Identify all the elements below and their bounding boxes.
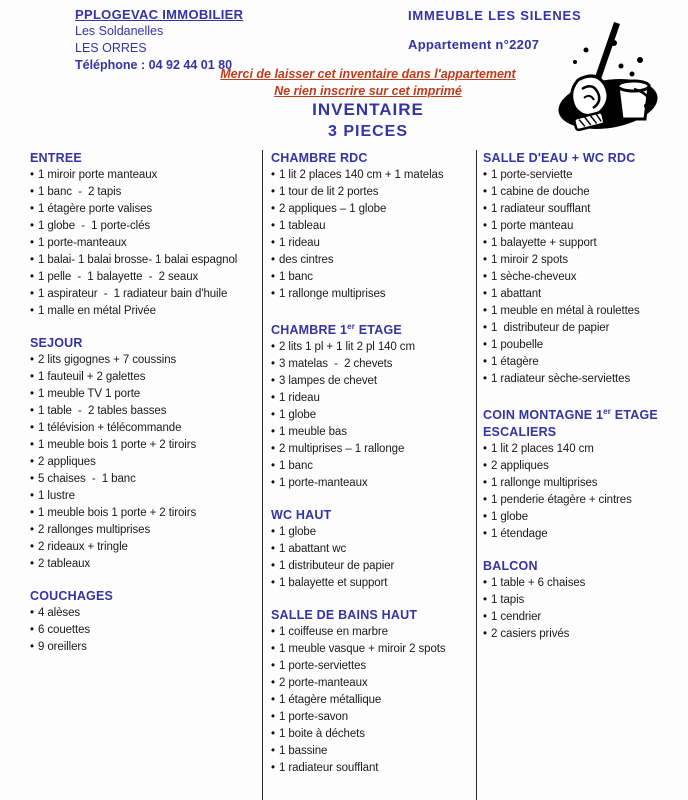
bullet-icon: • bbox=[271, 543, 275, 556]
inventory-item bbox=[30, 605, 256, 622]
bullet-icon: • bbox=[483, 288, 487, 300]
inventory-item bbox=[30, 522, 256, 539]
section-title: CHAMBRE 1er ETAGE bbox=[271, 322, 402, 338]
notice-line-2: Ne rien inscrire sur cet imprimé bbox=[274, 84, 462, 98]
inventory-section bbox=[483, 403, 688, 543]
item-text: 1 miroir porte manteaux bbox=[38, 169, 158, 181]
inventory-item bbox=[271, 641, 476, 658]
bullet-icon: • bbox=[271, 409, 275, 422]
inventory-item bbox=[483, 509, 688, 526]
bullet-icon: • bbox=[30, 456, 34, 468]
inventory-columns bbox=[30, 150, 688, 800]
inventory-item bbox=[271, 269, 476, 286]
item-text: 1 fauteuil + 2 galettes bbox=[38, 371, 146, 383]
column-chambres-wc-sdb bbox=[262, 150, 476, 800]
building-name: IMMEUBLE LES SILENES bbox=[408, 8, 582, 23]
section-title: COIN MONTAGNE 1er ETAGE ESCALIERS bbox=[483, 407, 658, 440]
bullet-icon: • bbox=[271, 526, 275, 539]
inventory-item bbox=[271, 441, 476, 458]
bullet-icon: • bbox=[483, 577, 487, 590]
inventory-item bbox=[271, 286, 476, 303]
item-text: 1 penderie étagère + cintres bbox=[491, 494, 632, 507]
bullet-icon: • bbox=[271, 169, 275, 181]
item-text: 1 lit 2 places 140 cm bbox=[491, 443, 594, 456]
bullet-icon: • bbox=[30, 271, 34, 283]
item-text: 1 rideau bbox=[279, 392, 320, 405]
inventory-item bbox=[271, 424, 476, 441]
agency-city: LES ORRES bbox=[75, 41, 147, 55]
bullet-icon: • bbox=[271, 375, 275, 388]
item-text: 3 matelas - 2 chevets bbox=[279, 358, 393, 371]
inventory-item bbox=[483, 337, 688, 354]
item-text: 1 tapis bbox=[491, 594, 525, 607]
inventory-section bbox=[483, 150, 688, 388]
inventory-item bbox=[30, 437, 256, 454]
inventory-item bbox=[483, 592, 688, 609]
bullet-icon: • bbox=[30, 507, 34, 519]
item-text: 3 lampes de chevet bbox=[279, 375, 377, 388]
item-text: 2 rallonges multiprises bbox=[38, 524, 151, 536]
column-salle-eau-coin-montagne-balcon bbox=[476, 150, 688, 800]
item-text: 1 balai- 1 balai brosse- 1 balai espagnol bbox=[38, 254, 238, 266]
bullet-icon: • bbox=[483, 611, 487, 624]
bullet-icon: • bbox=[30, 607, 34, 619]
inventory-item bbox=[271, 167, 476, 184]
inventory-item bbox=[271, 743, 476, 760]
item-text: des cintres bbox=[279, 254, 334, 266]
inventory-section bbox=[271, 150, 476, 303]
inventory-section bbox=[271, 607, 476, 777]
inventory-item bbox=[30, 218, 256, 235]
inventory-item bbox=[271, 558, 476, 575]
item-text: 2 porte-manteaux bbox=[279, 677, 368, 690]
item-text: 2 tableaux bbox=[38, 558, 91, 570]
inventory-item bbox=[30, 303, 256, 320]
inventory-item bbox=[30, 252, 256, 269]
inventory-item bbox=[30, 539, 256, 556]
inventory-item bbox=[271, 658, 476, 675]
item-text: 2 appliques – 1 globe bbox=[279, 203, 387, 215]
item-text: 1 table + 6 chaises bbox=[491, 577, 586, 590]
inventory-item bbox=[483, 167, 688, 184]
inventory-item bbox=[271, 373, 476, 390]
bullet-icon: • bbox=[483, 511, 487, 524]
inventory-item bbox=[271, 201, 476, 218]
inventory-item bbox=[483, 235, 688, 252]
bullet-icon: • bbox=[483, 305, 487, 317]
item-text: 1 radiateur soufflant bbox=[491, 203, 591, 215]
inventory-item bbox=[271, 709, 476, 726]
bullet-icon: • bbox=[483, 594, 487, 607]
inventory-item bbox=[483, 475, 688, 492]
item-text: 5 chaises - 1 banc bbox=[38, 473, 136, 485]
item-text: 1 étagère métallique bbox=[279, 694, 382, 707]
inventory-item bbox=[30, 403, 256, 420]
inventory-item bbox=[483, 354, 688, 371]
inventory-item bbox=[30, 235, 256, 252]
bullet-icon: • bbox=[271, 220, 275, 232]
bullet-icon: • bbox=[30, 203, 34, 215]
item-text: 1 table - 2 tables basses bbox=[38, 405, 167, 417]
item-text: 1 radiateur sèche-serviettes bbox=[491, 373, 631, 385]
inventory-item bbox=[30, 488, 256, 505]
bullet-icon: • bbox=[271, 577, 275, 590]
agency-phone: Téléphone : 04 92 44 01 80 bbox=[75, 58, 233, 72]
bullet-icon: • bbox=[271, 728, 275, 741]
document-title: INVENTAIRE bbox=[312, 100, 424, 119]
inventory-item bbox=[30, 352, 256, 369]
inventory-section bbox=[271, 318, 476, 492]
bullet-icon: • bbox=[271, 392, 275, 405]
item-text: 2 appliques bbox=[491, 460, 549, 473]
item-text: 1 pelle - 1 balayette - 2 seaux bbox=[38, 271, 199, 283]
bullet-icon: • bbox=[483, 186, 487, 198]
bullet-icon: • bbox=[483, 169, 487, 181]
bullet-icon: • bbox=[271, 271, 275, 283]
bullet-icon: • bbox=[30, 237, 34, 249]
bullet-icon: • bbox=[483, 254, 487, 266]
item-text: 1 lustre bbox=[38, 490, 75, 502]
bullet-icon: • bbox=[483, 356, 487, 368]
bullet-icon: • bbox=[30, 439, 34, 451]
item-text: 1 meuble TV 1 porte bbox=[38, 388, 141, 400]
section-title: SALLE DE BAINS HAUT bbox=[271, 608, 418, 623]
item-text: 1 globe bbox=[491, 511, 529, 524]
section-title: SALLE D'EAU + WC RDC bbox=[483, 151, 636, 165]
bullet-icon: • bbox=[30, 254, 34, 266]
bullet-icon: • bbox=[271, 203, 275, 215]
item-text: 9 oreillers bbox=[38, 641, 87, 653]
notice-line-1: Merci de laisser cet inventaire dans l'appartement bbox=[220, 67, 516, 81]
bullet-icon: • bbox=[271, 443, 275, 456]
bullet-icon: • bbox=[483, 628, 487, 641]
inventory-item bbox=[483, 526, 688, 543]
item-text: 1 globe bbox=[279, 409, 317, 422]
section-title: ENTREE bbox=[30, 151, 82, 165]
bullet-icon: • bbox=[271, 711, 275, 724]
inventory-item bbox=[30, 386, 256, 403]
item-text: 1 banc - 2 tapis bbox=[38, 186, 122, 198]
mop-bucket-clipart bbox=[548, 20, 673, 148]
inventory-item bbox=[30, 420, 256, 437]
item-text: 1 coiffeuse en marbre bbox=[279, 626, 388, 639]
item-text: 1 distributeur de papier bbox=[279, 560, 395, 573]
inventory-item bbox=[30, 622, 256, 639]
item-text: 1 télévision + télécommande bbox=[38, 422, 182, 434]
bullet-icon: • bbox=[30, 490, 34, 502]
inventory-item bbox=[30, 184, 256, 201]
bullet-icon: • bbox=[30, 422, 34, 434]
item-text: 1 rideau bbox=[279, 237, 320, 249]
column-entree-sejour-couchages bbox=[30, 150, 262, 800]
item-text: 1 étagère bbox=[491, 356, 539, 368]
inventory-item bbox=[271, 356, 476, 373]
item-text: 1 boite à déchets bbox=[279, 728, 365, 741]
item-text: 1 balayette + support bbox=[491, 237, 597, 249]
inventory-item bbox=[271, 575, 476, 592]
agency-name: PPLOGEVAC IMMOBILIER bbox=[75, 7, 244, 22]
bullet-icon: • bbox=[271, 745, 275, 758]
bullet-icon: • bbox=[271, 186, 275, 198]
item-text: 1 malle en métal Privée bbox=[38, 305, 156, 317]
inventory-item bbox=[271, 339, 476, 356]
bullet-icon: • bbox=[483, 494, 487, 507]
bullet-icon: • bbox=[30, 305, 34, 317]
inventory-item bbox=[271, 390, 476, 407]
inventory-section bbox=[30, 588, 256, 656]
inventory-item bbox=[271, 458, 476, 475]
item-text: 1 banc bbox=[279, 271, 313, 283]
inventory-item bbox=[483, 252, 688, 269]
bullet-icon: • bbox=[271, 626, 275, 639]
inventory-section bbox=[30, 150, 256, 320]
item-text: 2 rideaux + tringle bbox=[38, 541, 128, 553]
section-title: CHAMBRE RDC bbox=[271, 151, 368, 165]
inventory-section bbox=[30, 335, 256, 573]
inventory-item bbox=[30, 269, 256, 286]
bullet-icon: • bbox=[483, 220, 487, 232]
item-text: 1 banc bbox=[279, 460, 313, 473]
item-text: 1 rallonge multiprises bbox=[279, 288, 386, 300]
item-text: 1 meuble bois 1 porte + 2 tiroirs bbox=[38, 439, 197, 451]
inventory-item bbox=[271, 407, 476, 424]
item-text: 1 porte manteau bbox=[491, 220, 574, 232]
bullet-icon: • bbox=[30, 541, 34, 553]
bullet-icon: • bbox=[30, 524, 34, 536]
item-text: 1 meuble vasque + miroir 2 spots bbox=[279, 643, 446, 656]
section-title: BALCON bbox=[483, 559, 538, 574]
bullet-icon: • bbox=[30, 371, 34, 383]
bullet-icon: • bbox=[271, 254, 275, 266]
inventory-item bbox=[271, 524, 476, 541]
section-title: SEJOUR bbox=[30, 336, 83, 350]
item-text: 1 porte-manteaux bbox=[279, 477, 368, 490]
item-text: 1 globe bbox=[279, 526, 317, 539]
inventory-item bbox=[30, 369, 256, 386]
item-text: 2 appliques bbox=[38, 456, 96, 468]
item-text: 2 casiers privés bbox=[491, 628, 570, 641]
bullet-icon: • bbox=[271, 560, 275, 573]
bullet-icon: • bbox=[483, 339, 487, 351]
bullet-icon: • bbox=[30, 388, 34, 400]
bullet-icon: • bbox=[30, 288, 34, 300]
inventory-item bbox=[483, 201, 688, 218]
inventory-item bbox=[483, 184, 688, 201]
inventory-item bbox=[483, 609, 688, 626]
item-text: 1 porte-savon bbox=[279, 711, 349, 724]
item-text: 6 couettes bbox=[38, 624, 91, 636]
bullet-icon: • bbox=[483, 460, 487, 473]
bullet-icon: • bbox=[271, 762, 275, 775]
inventory-item bbox=[271, 184, 476, 201]
bullet-icon: • bbox=[483, 322, 487, 334]
bullet-icon: • bbox=[30, 186, 34, 198]
item-text: 1 poubelle bbox=[491, 339, 544, 351]
item-text: 1 globe - 1 porte-clés bbox=[38, 220, 151, 232]
item-text: 1 meuble bois 1 porte + 2 tiroirs bbox=[38, 507, 197, 519]
inventory-item bbox=[483, 303, 688, 320]
item-text: 1 tableau bbox=[279, 220, 326, 232]
item-text: 1 bassine bbox=[279, 745, 328, 758]
inventory-item bbox=[271, 218, 476, 235]
inventory-item bbox=[271, 475, 476, 492]
inventory-item bbox=[30, 505, 256, 522]
apartment-number: Appartement n°2207 bbox=[408, 37, 540, 52]
bullet-icon: • bbox=[30, 169, 34, 181]
inventory-item bbox=[483, 371, 688, 388]
item-text: 2 lits 1 pl + 1 lit 2 pl 140 cm bbox=[279, 341, 415, 354]
inventory-item bbox=[271, 235, 476, 252]
inventory-item bbox=[483, 269, 688, 286]
item-text: 1 cabine de douche bbox=[491, 186, 590, 198]
bullet-icon: • bbox=[30, 354, 34, 366]
bullet-icon: • bbox=[271, 660, 275, 673]
inventory-item bbox=[271, 675, 476, 692]
item-text: 1 aspirateur - 1 radiateur bain d'huile bbox=[38, 288, 228, 300]
inventory-item bbox=[483, 626, 688, 643]
bullet-icon: • bbox=[271, 643, 275, 656]
item-text: 1 tour de lit 2 portes bbox=[279, 186, 379, 198]
inventory-item bbox=[483, 575, 688, 592]
item-text: 1 rallonge multiprises bbox=[491, 477, 598, 490]
bullet-icon: • bbox=[483, 203, 487, 215]
section-title: COUCHAGES bbox=[30, 589, 114, 603]
bullet-icon: • bbox=[271, 677, 275, 690]
inventory-item bbox=[271, 252, 476, 269]
bullet-icon: • bbox=[30, 405, 34, 417]
bullet-icon: • bbox=[271, 358, 275, 371]
item-text: 1 sèche-cheveux bbox=[491, 271, 577, 283]
bullet-icon: • bbox=[30, 624, 34, 636]
inventory-item bbox=[271, 692, 476, 709]
inventory-item bbox=[30, 471, 256, 488]
inventory-item bbox=[483, 458, 688, 475]
inventory-item bbox=[483, 320, 688, 337]
inventory-item bbox=[30, 639, 256, 656]
document-subtitle: 3 PIECES bbox=[327, 123, 409, 140]
item-text: 1 cendrier bbox=[491, 611, 542, 624]
item-text: 1 miroir 2 spots bbox=[491, 254, 569, 266]
inventory-item bbox=[30, 167, 256, 184]
item-text: 1 étagère porte valises bbox=[38, 203, 153, 215]
inventory-item bbox=[483, 441, 688, 458]
bullet-icon: • bbox=[483, 271, 487, 283]
bullet-icon: • bbox=[30, 220, 34, 232]
item-text: 4 alèses bbox=[38, 607, 81, 619]
bullet-icon: • bbox=[271, 426, 275, 439]
inventory-item bbox=[30, 201, 256, 218]
item-text: 1 meuble bas bbox=[279, 426, 347, 439]
bullet-icon: • bbox=[271, 288, 275, 300]
bullet-icon: • bbox=[271, 694, 275, 707]
item-text: 1 lit 2 places 140 cm + 1 matelas bbox=[279, 169, 444, 181]
item-text: 2 lits gigognes + 7 coussins bbox=[38, 354, 177, 366]
bullet-icon: • bbox=[483, 373, 487, 385]
bullet-icon: • bbox=[30, 641, 34, 653]
item-text: 1 porte-manteaux bbox=[38, 237, 127, 249]
agency-block bbox=[75, 6, 243, 74]
item-text: 1 porte-serviette bbox=[491, 169, 573, 181]
bullet-icon: • bbox=[483, 237, 487, 249]
bullet-icon: • bbox=[30, 473, 34, 485]
item-text: 1 meuble en métal à roulettes bbox=[491, 305, 640, 317]
inventory-item bbox=[30, 454, 256, 471]
bullet-icon: • bbox=[271, 477, 275, 490]
bullet-icon: • bbox=[271, 460, 275, 473]
item-text: 1 porte-serviettes bbox=[279, 660, 367, 673]
inventory-section bbox=[271, 507, 476, 592]
bullet-icon: • bbox=[271, 341, 275, 354]
item-text: 1 abattant bbox=[491, 288, 542, 300]
section-title: WC HAUT bbox=[271, 508, 332, 523]
bullet-icon: • bbox=[483, 443, 487, 456]
agency-residence: Les Soldanelles bbox=[75, 24, 164, 38]
item-text: 2 multiprises – 1 rallonge bbox=[279, 443, 405, 456]
bullet-icon: • bbox=[483, 528, 487, 541]
inventory-item bbox=[271, 760, 476, 777]
item-text: 1 distributeur de papier bbox=[491, 322, 610, 334]
item-text: 1 radiateur soufflant bbox=[279, 762, 379, 775]
item-text: 1 balayette et support bbox=[279, 577, 388, 590]
inventory-item bbox=[30, 556, 256, 573]
inventory-item bbox=[483, 286, 688, 303]
inventory-item bbox=[483, 218, 688, 235]
item-text: 1 abattant wc bbox=[279, 543, 347, 556]
inventory-section bbox=[483, 558, 688, 643]
item-text: 1 étendage bbox=[491, 528, 548, 541]
bullet-icon: • bbox=[271, 237, 275, 249]
inventory-item bbox=[271, 726, 476, 743]
inventory-item bbox=[271, 624, 476, 641]
bullet-icon: • bbox=[483, 477, 487, 490]
inventory-item bbox=[30, 286, 256, 303]
bullet-icon: • bbox=[30, 558, 34, 570]
inventory-item bbox=[271, 541, 476, 558]
inventory-item bbox=[483, 492, 688, 509]
